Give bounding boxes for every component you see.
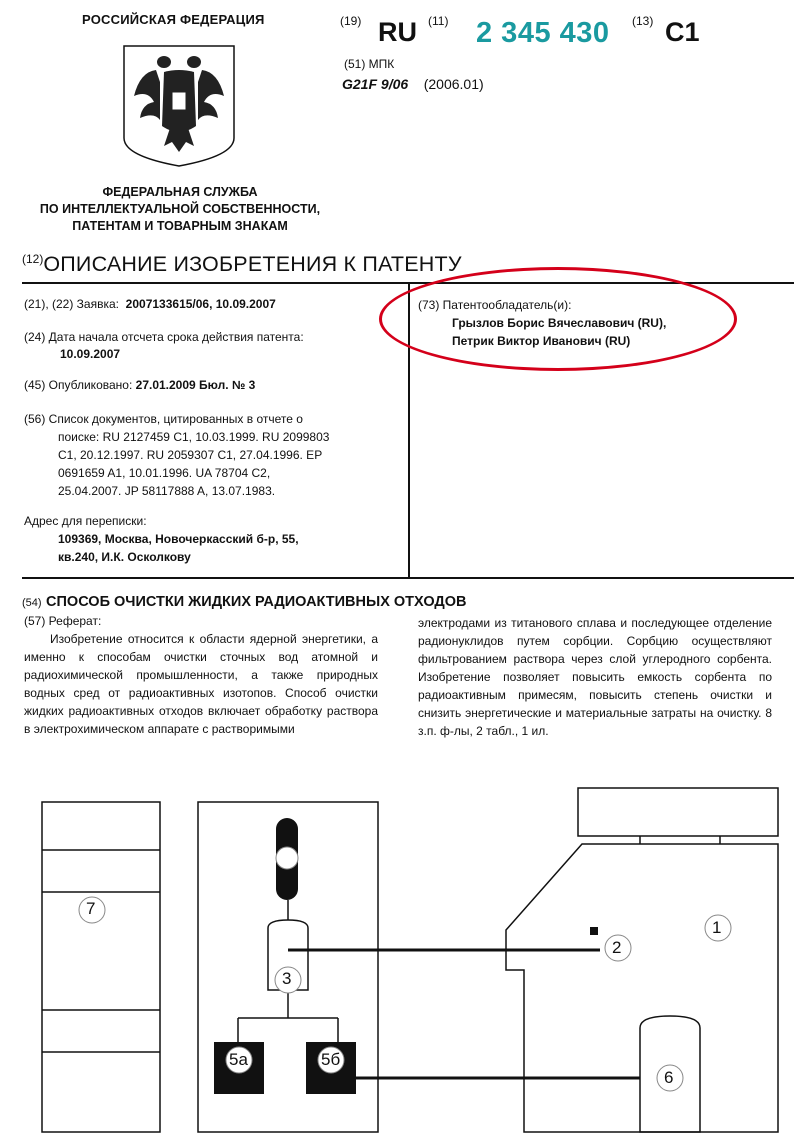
agency-line-3: ПАТЕНТАМ И ТОВАРНЫМ ЗНАКАМ — [72, 219, 288, 233]
highlight-oval — [379, 267, 737, 371]
address-field: Адрес для переписки: 109369, Москва, Новочеркасский б-р, 55, кв.240, И.К. Осколкову — [24, 514, 299, 564]
coat-of-arms-icon — [120, 42, 238, 170]
unit-7-rack — [42, 802, 160, 1132]
citation-line: 25.04.2007. JP 58117888 A, 13.07.1983. — [58, 484, 276, 498]
ipc-version: (2006.01) — [423, 76, 484, 92]
holders-label: (73) Патентообладатель(и): — [418, 298, 572, 312]
patent-number: 2 345 430 — [476, 17, 610, 49]
diagram-label-5b: 5б — [321, 1050, 341, 1069]
application-field: (21), (22) Заявка: 2007133615/06, 10.09.2007 — [24, 297, 276, 311]
document-title — [22, 252, 462, 277]
holder-name: Грызлов Борис Вячеславович (RU), — [452, 316, 667, 330]
invention-title — [22, 593, 467, 611]
unit-1-machine — [506, 844, 778, 1132]
diagram-label-1: 1 — [712, 918, 722, 937]
diagram-label-3: 3 — [282, 969, 292, 988]
ipc-main: G21F 9/06 — [342, 76, 409, 92]
start-date-field: (24) Дата начала отсчета срока действия патента: 10.09.2007 — [24, 330, 304, 361]
invention-code: (54) — [22, 597, 42, 609]
address-line: 109369, Москва, Новочеркасский б-р, 55, — [58, 532, 299, 546]
title-text: ОПИСАНИЕ ИЗОБРЕТЕНИЯ К ПАТЕНТУ — [43, 252, 462, 276]
holder-name: Петрик Виктор Иванович (RU) — [452, 334, 631, 348]
diagram-label-4: 4 — [281, 847, 291, 866]
abstract-column-2: электродами из титанового сплава и последующее отделение радионуклидов путем сорбции. Сорбцию осуществляют фильтрованием раствора через слой углеродного сорбента. Изобретение позволяет повысить емкость сорбента по радиоактивным примесям, повысить степень очистки и снизить энергетические и материальные затраты на очистку. 8 з.п. ф-лы, 2 табл., 1 ил. — [418, 616, 772, 738]
diagram-label-6: 6 — [664, 1068, 674, 1087]
citation-line: C1, 20.12.1997. RU 2059307 C1, 27.04.1996. EP — [58, 448, 323, 462]
country-name: РОССИЙСКАЯ ФЕДЕРАЦИЯ — [82, 12, 265, 27]
unit-1-top-box — [578, 788, 778, 836]
diagram-label-2: 2 — [612, 938, 622, 957]
code-11: (11) — [428, 14, 449, 28]
diagram-label-7: 7 — [86, 899, 96, 918]
ipc-classification — [342, 76, 484, 92]
citation-line: 0691659 A1, 10.01.1996. UA 78704 C2, — [58, 466, 271, 480]
mpk-label: (51) МПК — [344, 57, 395, 71]
abstract-column-1: Изобретение относится к области ядерной энергетики, а именно к способам очистки сточных вод атомной и радиохимической промышленности, а также природных водных сред от радиоактивных изотопов. Способ очистки жидких радиоактивных отходов включает обработку раствора в электрохимическом аппарате с растворимыми — [24, 632, 378, 736]
code-13: (13) — [632, 14, 654, 28]
apparatus-diagram — [0, 780, 800, 1143]
biblio-divider — [22, 577, 794, 579]
citations-field: (56) Список документов, цитированных в отчете о поиске: RU 2127459 C1, 10.03.1999. RU 2099803 C1, 20.12.1997. RU 2059307 C1, 27.04.1996. EP 0691659 A1, 10.01.1996. UA 78704 C2, 25.04.2007. JP 58117888 A, 13.07.1983. — [24, 410, 394, 500]
diagram-label-5a: 5а — [229, 1050, 248, 1069]
kind-code: C1 — [665, 17, 700, 47]
agency-name — [0, 184, 360, 235]
code-19: (19) — [340, 14, 362, 28]
agency-line-1: ФЕДЕРАЛЬНАЯ СЛУЖБА — [102, 185, 258, 199]
agency-line-2: ПО ИНТЕЛЛЕКТУАЛЬНОЙ СОБСТВЕННОСТИ, — [39, 202, 321, 216]
title-code: (12) — [22, 252, 44, 266]
citation-line: поиске: RU 2127459 C1, 10.03.1999. RU 2099803 — [58, 430, 330, 444]
abstract-label: (57) Реферат: — [24, 614, 102, 628]
invention-title-text: СПОСОБ ОЧИСТКИ ЖИДКИХ РАДИОАКТИВНЫХ ОТХОДОВ — [46, 594, 467, 610]
address-line: кв.240, И.К. Осколкову — [58, 550, 191, 564]
country-code: RU — [378, 17, 417, 47]
published-field: (45) Опубликовано: 27.01.2009 Бюл. № 3 — [24, 378, 256, 392]
